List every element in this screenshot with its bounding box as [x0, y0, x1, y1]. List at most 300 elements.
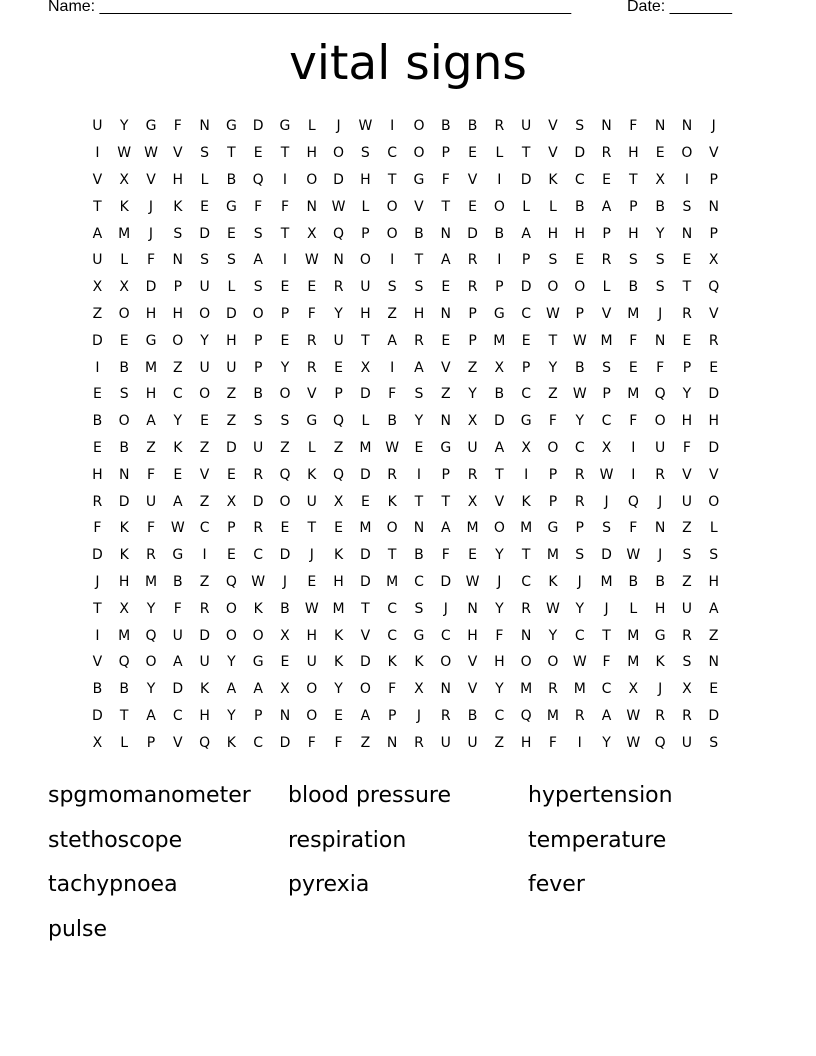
grid-letter: S — [253, 225, 263, 242]
grid-letter: D — [708, 707, 720, 724]
grid-letter: C — [253, 734, 264, 751]
grid-letter: M — [493, 332, 506, 349]
grid-letter: B — [119, 439, 129, 456]
grid-letter: W — [144, 145, 158, 162]
grid-letter: R — [467, 466, 478, 483]
grid-letter: M — [573, 681, 586, 698]
grid-letter: E — [92, 439, 102, 456]
grid-letter: D — [493, 413, 505, 430]
grid-letter: E — [360, 493, 370, 510]
grid-letter: O — [199, 305, 211, 322]
grid-letter: B — [92, 413, 103, 430]
grid-letter: T — [307, 520, 317, 537]
grid-letter: F — [682, 439, 691, 456]
grid-letter: R — [92, 493, 103, 510]
grid-letter: Q — [333, 225, 345, 242]
grid-letter: I — [390, 118, 395, 135]
grid-letter: U — [440, 734, 451, 751]
grid-letter: A — [414, 359, 424, 376]
grid-letter: Y — [575, 413, 585, 430]
grid-letter: R — [146, 547, 156, 564]
grid-letter: C — [574, 171, 585, 188]
grid-letter: J — [443, 600, 448, 617]
grid-letter: T — [414, 493, 424, 510]
grid-letter: V — [306, 386, 317, 403]
grid-letter: D — [118, 493, 130, 510]
grid-letter: T — [414, 252, 424, 269]
grid-letter: O — [547, 279, 559, 296]
grid-letter: T — [441, 493, 451, 510]
grid-letter: O — [493, 520, 505, 537]
grid-letter: X — [467, 413, 478, 430]
grid-letter: V — [92, 654, 103, 671]
grid-letter: Q — [627, 493, 639, 510]
grid-letter: J — [658, 493, 663, 510]
grid-letter: Y — [655, 225, 665, 242]
grid-letter: V — [548, 145, 558, 162]
grid-letter: L — [307, 118, 316, 135]
grid-letter: C — [574, 627, 585, 644]
page-title: vital signs — [289, 36, 527, 91]
grid-letter: T — [119, 707, 129, 724]
grid-letter: W — [304, 600, 319, 617]
grid-letter: I — [631, 439, 636, 456]
grid-letter: Z — [172, 359, 183, 376]
grid-letter: T — [280, 145, 290, 162]
grid-letter: M — [386, 573, 399, 590]
grid-letter: U — [92, 252, 103, 269]
grid-letter: J — [658, 681, 663, 698]
grid-letter: W — [117, 145, 132, 162]
grid-letter: H — [413, 305, 425, 322]
grid-letter: J — [604, 493, 609, 510]
grid-letter: M — [118, 627, 131, 644]
grid-letter: K — [387, 493, 397, 510]
grid-letter: U — [521, 118, 532, 135]
grid-letter: H — [172, 171, 184, 188]
grid-letter: J — [148, 225, 154, 242]
grid-letter: V — [467, 171, 478, 188]
grid-letter: Z — [199, 493, 210, 510]
grid-letter: O — [306, 681, 318, 698]
grid-letter: W — [331, 198, 346, 215]
grid-letter: R — [253, 520, 264, 537]
grid-letter: E — [602, 171, 611, 188]
word-list-item: spgmomanometer — [48, 783, 251, 808]
grid-letter: F — [388, 386, 397, 403]
grid-letter: I — [95, 145, 100, 162]
grid-letter: S — [709, 547, 719, 564]
grid-letter: A — [440, 252, 451, 269]
grid-letter: K — [548, 171, 558, 188]
grid-letter: F — [173, 118, 182, 135]
grid-letter: J — [658, 547, 663, 564]
grid-letter: J — [497, 573, 502, 590]
grid-letter: D — [708, 386, 720, 403]
grid-letter: E — [655, 145, 665, 162]
grid-letter: X — [280, 627, 290, 644]
word-list-item: tachypnoea — [48, 872, 178, 897]
grid-letter: X — [360, 359, 371, 376]
grid-letter: B — [172, 573, 183, 590]
grid-letter: L — [522, 198, 531, 215]
grid-letter: I — [95, 627, 100, 644]
grid-letter: Y — [146, 681, 156, 698]
grid-letter: A — [146, 413, 156, 430]
grid-letter: L — [629, 600, 638, 617]
grid-letter: O — [279, 386, 291, 403]
grid-letter: E — [200, 198, 210, 215]
grid-letter: O — [252, 305, 264, 322]
grid-letter: U — [655, 439, 666, 456]
grid-letter: A — [601, 198, 612, 215]
grid-letter: Y — [495, 600, 504, 617]
grid-letter: A — [173, 654, 183, 671]
grid-letter: X — [467, 493, 478, 510]
grid-letter: W — [572, 332, 587, 349]
name-field[interactable]: Name: _____________________________________________________ — [48, 0, 572, 15]
grid-letter: H — [628, 145, 639, 162]
grid-letter: E — [334, 359, 343, 376]
grid-letter: B — [280, 600, 290, 617]
grid-letter: B — [440, 118, 451, 135]
grid-letter: M — [600, 332, 613, 349]
grid-letter: K — [548, 573, 558, 590]
grid-letter: L — [361, 198, 370, 215]
grid-letter: N — [333, 252, 344, 269]
grid-letter: B — [226, 171, 237, 188]
grid-letter: A — [387, 332, 397, 349]
grid-letter: R — [521, 600, 532, 617]
grid-letter: C — [387, 600, 398, 617]
grid-letter: S — [682, 654, 692, 671]
grid-letter: O — [145, 654, 157, 671]
grid-letter: D — [199, 225, 210, 242]
grid-letter: O — [306, 707, 318, 724]
grid-letter: N — [520, 627, 532, 644]
grid-letter: T — [280, 225, 290, 242]
grid-letter: E — [441, 332, 451, 349]
grid-letter: M — [627, 386, 640, 403]
grid-letter: B — [655, 573, 665, 590]
grid-letter: S — [200, 145, 210, 162]
grid-letter: N — [279, 707, 291, 724]
grid-letter: U — [92, 118, 103, 135]
grid-letter: F — [280, 198, 289, 215]
grid-letter: A — [92, 225, 103, 242]
grid-letter: X — [226, 493, 237, 510]
grid-letter: T — [387, 171, 397, 188]
grid-letter: P — [361, 225, 370, 242]
grid-letter: Z — [682, 520, 692, 537]
grid-letter: E — [709, 359, 719, 376]
grid-letter: Y — [682, 386, 692, 403]
grid-letter: U — [199, 359, 210, 376]
grid-letter: C — [172, 386, 183, 403]
grid-letter: Q — [654, 386, 666, 403]
grid-letter: G — [520, 413, 532, 430]
grid-letter: O — [386, 198, 398, 215]
grid-letter: N — [467, 600, 478, 617]
grid-letter: V — [494, 493, 505, 510]
grid-letter: S — [414, 600, 424, 617]
grid-letter: M — [627, 654, 640, 671]
grid-letter: Q — [520, 707, 532, 724]
grid-letter: E — [226, 466, 236, 483]
grid-letter: E — [334, 520, 343, 537]
grid-letter: P — [468, 332, 477, 349]
grid-letter: C — [494, 707, 505, 724]
grid-letter: S — [226, 252, 236, 269]
grid-letter: X — [682, 681, 692, 698]
grid-letter: W — [251, 573, 266, 590]
grid-letter: H — [333, 573, 344, 590]
grid-letter: E — [119, 332, 129, 349]
grid-letter: W — [626, 547, 641, 564]
grid-letter: H — [145, 386, 157, 403]
grid-letter: Z — [226, 386, 237, 403]
grid-letter: G — [306, 413, 318, 430]
grid-letter: Z — [467, 359, 478, 376]
grid-letter: Y — [495, 547, 504, 564]
grid-letter: D — [225, 439, 237, 456]
date-field[interactable]: Date: _______ — [627, 0, 732, 15]
grid-letter: L — [495, 145, 504, 162]
grid-letter: C — [440, 627, 451, 644]
grid-letter: C — [253, 547, 264, 564]
grid-letter: R — [655, 707, 665, 724]
grid-letter: F — [441, 171, 450, 188]
grid-letter: N — [306, 198, 318, 215]
grid-letter: C — [521, 573, 532, 590]
grid-letter: O — [547, 439, 559, 456]
grid-letter: B — [92, 681, 103, 698]
grid-letter: R — [306, 332, 317, 349]
grid-letter: F — [629, 413, 638, 430]
grid-letter: B — [467, 118, 478, 135]
grid-letter: K — [173, 198, 183, 215]
grid-letter: E — [468, 198, 477, 215]
grid-letter: B — [574, 359, 585, 376]
grid-letter: R — [199, 600, 210, 617]
grid-letter: V — [146, 171, 156, 188]
grid-letter: B — [414, 547, 424, 564]
grid-letter: S — [200, 252, 210, 269]
grid-letter: D — [145, 279, 157, 296]
grid-letter: F — [629, 332, 638, 349]
word-list — [48, 778, 768, 956]
grid-letter: H — [628, 225, 639, 242]
grid-letter: L — [120, 734, 129, 751]
grid-letter: R — [682, 627, 692, 644]
grid-letter: S — [173, 225, 183, 242]
word-list-item: fever — [528, 872, 585, 897]
grid-letter: P — [548, 493, 558, 510]
grid-letter: O — [654, 413, 666, 430]
grid-letter: D — [440, 573, 452, 590]
grid-letter: P — [602, 225, 611, 242]
grid-letter: V — [173, 145, 183, 162]
grid-letter: O — [199, 386, 211, 403]
grid-letter: W — [572, 386, 587, 403]
grid-letter: E — [226, 547, 236, 564]
grid-letter: F — [548, 734, 557, 751]
grid-letter: B — [387, 413, 397, 430]
grid-letter: B — [655, 198, 665, 215]
grid-letter: Y — [173, 413, 183, 430]
word-list-item: pulse — [48, 916, 108, 942]
grid-letter: Q — [225, 573, 237, 590]
grid-letter: U — [467, 734, 478, 751]
grid-letter: K — [521, 493, 531, 510]
grid-letter: F — [146, 466, 156, 483]
grid-letter: O — [386, 225, 398, 242]
grid-letter: T — [521, 145, 531, 162]
grid-letter: G — [413, 627, 425, 644]
grid-letter: N — [601, 118, 612, 135]
grid-letter: N — [386, 734, 398, 751]
grid-letter: O — [225, 627, 237, 644]
grid-letter: O — [440, 654, 452, 671]
grid-letter: E — [468, 145, 477, 162]
grid-letter: J — [577, 573, 582, 590]
grid-letter: O — [118, 413, 130, 430]
grid-letter: E — [521, 332, 531, 349]
grid-letter: E — [173, 466, 183, 483]
grid-letter: I — [497, 171, 502, 188]
grid-letter: T — [629, 171, 638, 188]
grid-letter: Y — [227, 707, 236, 724]
grid-letter: W — [304, 252, 319, 269]
grid-letter: V — [414, 198, 424, 215]
grid-letter: Y — [468, 386, 477, 403]
grid-letter: R — [548, 681, 558, 698]
grid-letter: F — [146, 520, 156, 537]
grid-letter: K — [307, 466, 317, 483]
grid-letter: Y — [548, 359, 558, 376]
grid-letter: D — [252, 493, 264, 510]
grid-letter: E — [334, 707, 343, 724]
grid-letter: S — [360, 145, 370, 162]
grid-letter: H — [708, 573, 719, 590]
grid-letter: I — [202, 547, 207, 564]
grid-letter: M — [359, 439, 372, 456]
grid-letter: V — [548, 118, 558, 135]
grid-letter: N — [440, 305, 451, 322]
grid-letter: C — [414, 573, 424, 590]
grid-letter: T — [602, 627, 611, 644]
grid-letter: J — [95, 573, 100, 590]
grid-letter: Z — [280, 439, 290, 456]
grid-letter: T — [93, 198, 102, 215]
grid-letter: K — [226, 734, 236, 751]
grid-letter: Y — [334, 305, 343, 322]
grid-letter: H — [654, 600, 666, 617]
grid-letter: I — [282, 171, 288, 188]
grid-letter: S — [387, 279, 397, 296]
grid-letter: U — [253, 439, 264, 456]
grid-letter: I — [416, 466, 422, 483]
grid-letter: N — [708, 654, 719, 671]
grid-letter: H — [360, 171, 371, 188]
grid-letter: Z — [708, 627, 719, 644]
grid-letter: W — [546, 305, 560, 322]
grid-letter: X — [306, 225, 317, 242]
grid-letter: S — [709, 734, 719, 751]
grid-letter: K — [387, 654, 397, 671]
grid-letter: M — [466, 520, 479, 537]
grid-letter: H — [226, 332, 237, 349]
grid-letter: X — [655, 171, 665, 188]
grid-letter: E — [575, 252, 585, 269]
grid-letter: R — [574, 493, 585, 510]
grid-letter: E — [280, 332, 290, 349]
grid-letter: H — [360, 305, 371, 322]
grid-letter: P — [521, 252, 531, 269]
grid-letter: W — [599, 466, 614, 483]
grid-letter: T — [93, 600, 102, 617]
grid-letter: Y — [575, 600, 585, 617]
grid-letter: E — [307, 573, 317, 590]
grid-letter: P — [709, 225, 718, 242]
grid-letter: I — [390, 252, 395, 269]
grid-letter: R — [682, 305, 692, 322]
grid-letter: F — [602, 654, 611, 671]
grid-letter: G — [225, 198, 237, 215]
grid-letter: H — [467, 627, 478, 644]
grid-letter: T — [361, 600, 370, 617]
grid-letter: E — [682, 332, 692, 349]
grid-letter: O — [708, 493, 720, 510]
grid-letter: B — [574, 198, 585, 215]
grid-letter: X — [280, 681, 290, 698]
grid-letter: Q — [199, 734, 211, 751]
grid-letter: M — [520, 681, 533, 698]
grid-letter: O — [574, 279, 586, 296]
grid-letter: W — [465, 573, 480, 590]
grid-letter: R — [682, 707, 692, 724]
grid-letter: F — [629, 520, 638, 537]
grid-letter: R — [387, 466, 398, 483]
grid-letter: A — [440, 520, 451, 537]
grid-letter: W — [170, 520, 185, 537]
grid-letter: K — [414, 654, 424, 671]
grid-letter: N — [440, 225, 451, 242]
grid-letter: D — [708, 439, 720, 456]
grid-letter: N — [440, 681, 451, 698]
grid-letter: T — [682, 279, 692, 296]
grid-letter: P — [575, 520, 584, 537]
grid-letter: E — [682, 252, 692, 269]
grid-letter: I — [631, 466, 636, 483]
grid-letter: L — [549, 198, 557, 215]
word-list-item: hypertension — [528, 783, 673, 808]
grid-letter: K — [173, 439, 183, 456]
grid-letter: H — [199, 707, 210, 724]
grid-letter: R — [467, 252, 478, 269]
grid-letter: Q — [252, 171, 264, 188]
grid-letter: D — [467, 225, 478, 242]
grid-letter: N — [654, 520, 666, 537]
grid-letter: Q — [279, 466, 291, 483]
grid-letter: X — [92, 279, 103, 296]
grid-letter: O — [413, 118, 425, 135]
grid-letter: D — [359, 654, 371, 671]
grid-letter: E — [92, 386, 102, 403]
grid-letter: B — [494, 225, 505, 242]
grid-letter: U — [681, 600, 693, 617]
grid-letter: X — [119, 171, 129, 188]
